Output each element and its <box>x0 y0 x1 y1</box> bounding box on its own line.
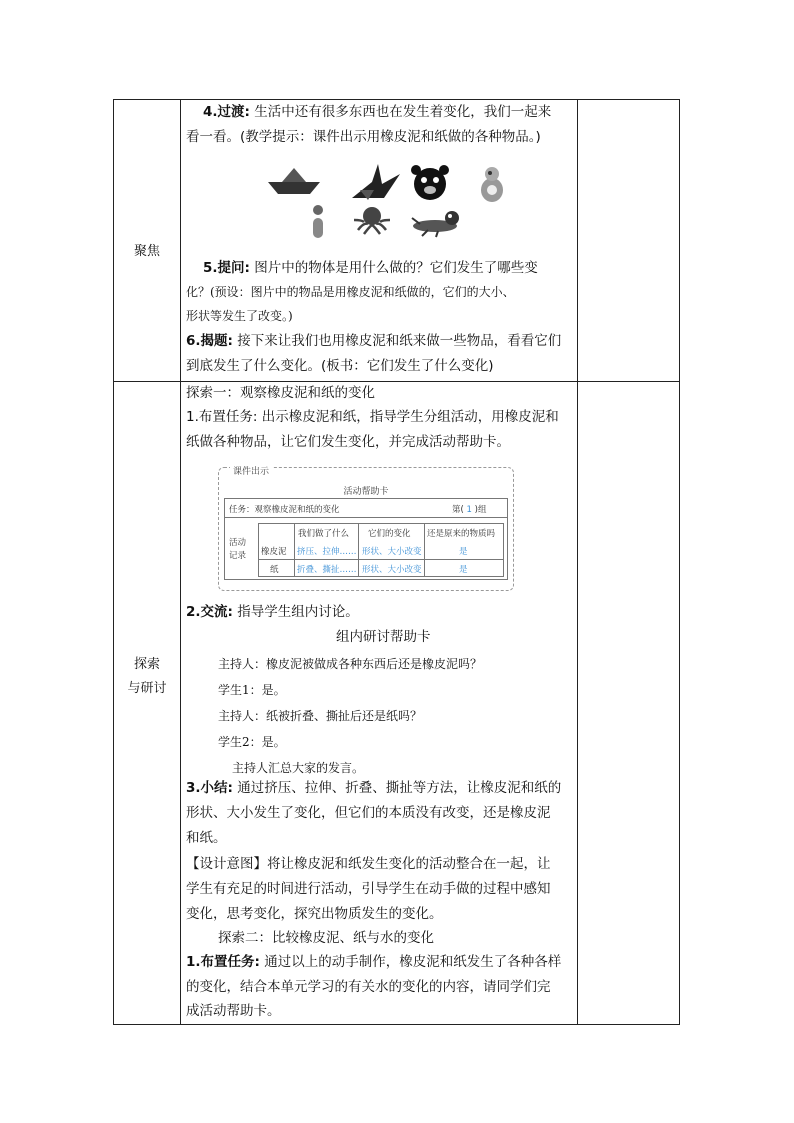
paper-crane-icon <box>352 164 400 200</box>
focus-line: 4.过渡: 生活中还有很多东西也在发生着变化，我们一起来 <box>203 104 552 120</box>
explore-task2-line: 的变化，结合本单元学习的有关水的变化的内容，请同学们完 <box>186 979 551 995</box>
card-row-name: 纸 <box>270 565 279 575</box>
summary-line: 形状、大小发生了变化，但它们的本质没有改变，还是橡皮泥 <box>186 805 551 821</box>
row-label-focus: 聚焦 <box>133 244 160 259</box>
design-intent-line: 变化，思考变化，探究出物质发生的变化。 <box>186 906 443 922</box>
design-intent-line: 【设计意图】将让橡皮泥和纸发生变化的活动整合在一起，让 <box>186 856 551 872</box>
card-task: 任务：观察橡皮泥和纸的变化 <box>229 505 340 515</box>
column-divider <box>577 100 578 1024</box>
clay-bear-icon <box>411 165 449 200</box>
explore-task2-line: 1.布置任务: 通过以上的动手制作，橡皮泥和纸发生了各种各样 <box>186 954 562 970</box>
card-row-same: 是 <box>459 565 468 575</box>
focus-line: 5.提问: 图片中的物体是用什么做的？它们发生了哪些变 <box>203 260 538 276</box>
row-label-explore-2: 与研讨 <box>127 681 167 696</box>
explore-task-line: 1.布置任务: 出示橡皮泥和纸，指导学生分组活动，用橡皮泥和 <box>186 409 559 425</box>
dialog-line: 主持人：橡皮泥被做成各种东西后还是橡皮泥吗？ <box>218 657 483 671</box>
clay-stick-icon <box>313 205 323 238</box>
card-header: 我们做了什么 <box>298 529 350 539</box>
card-row-change: 形状、大小改变 <box>362 547 422 557</box>
card-row-change: 形状、大小改变 <box>362 565 422 575</box>
focus-line: 形状等发生了改变。) <box>186 309 293 323</box>
dialog-line: 主持人汇总大家的发言。 <box>232 761 365 775</box>
card-row-did: 折叠、撕扯…… <box>297 565 357 575</box>
design-intent-line: 学生有充足的时间进行活动，引导学生在动手做的过程中感知 <box>186 881 551 897</box>
focus-line: 看一看。(教学提示：课件出示用橡皮泥和纸做的各种物品。) <box>186 129 541 145</box>
paper-boat-icon <box>268 168 320 194</box>
card-row-same: 是 <box>459 547 468 557</box>
clay-paper-objects-illustration <box>260 160 520 240</box>
clay-dragonfly-icon <box>412 211 459 237</box>
clay-gourd-icon <box>481 167 503 202</box>
summary-line: 和纸。 <box>186 830 227 846</box>
card-title: 活动帮助卡 <box>343 487 389 497</box>
row-label-explore-1: 探索 <box>133 657 160 672</box>
dialog-line: 学生1：是。 <box>218 683 286 697</box>
focus-line: 化？(预设：图片中的物品是用橡皮泥和纸做的，它们的大小、 <box>186 285 515 299</box>
exchange-line: 2.交流: 指导学生组内讨论。 <box>186 604 359 620</box>
dialog-line: 学生2：是。 <box>218 735 286 749</box>
clay-octopus-icon <box>354 207 390 234</box>
explore-heading-2: 探索二：比较橡皮泥、纸与水的变化 <box>218 930 434 946</box>
card-side-label: 活动记录 <box>229 538 247 561</box>
explore-task-line: 纸做各种物品，让它们发生变化，并完成活动帮助卡。 <box>186 434 510 450</box>
focus-line: 6.揭题: 接下来让我们也用橡皮泥和纸来做一些物品，看看它们 <box>186 333 562 349</box>
summary-line: 3.小结: 通过挤压、拉伸、折叠、撕扯等方法，让橡皮泥和纸的 <box>186 780 562 796</box>
card-tag: 课件出示 <box>230 464 272 477</box>
column-divider <box>180 100 181 1024</box>
card-row-did: 挤压、拉伸…… <box>297 547 357 557</box>
dialog-line: 主持人：纸被折叠、撕扯后还是纸吗？ <box>218 709 423 723</box>
focus-line: 到底发生了什么变化。(板书：它们发生了什么变化) <box>186 358 494 374</box>
card-group: 第( 1 )组 <box>452 505 487 515</box>
card-row-name: 橡皮泥 <box>261 547 287 557</box>
card-header: 它们的变化 <box>368 529 411 539</box>
explore-heading-1: 探索一：观察橡皮泥和纸的变化 <box>186 385 375 401</box>
card-header: 还是原来的物质吗 <box>427 529 496 539</box>
explore-task2-line: 成活动帮助卡。 <box>186 1003 281 1019</box>
dialog-title: 组内研讨帮助卡 <box>336 629 431 645</box>
